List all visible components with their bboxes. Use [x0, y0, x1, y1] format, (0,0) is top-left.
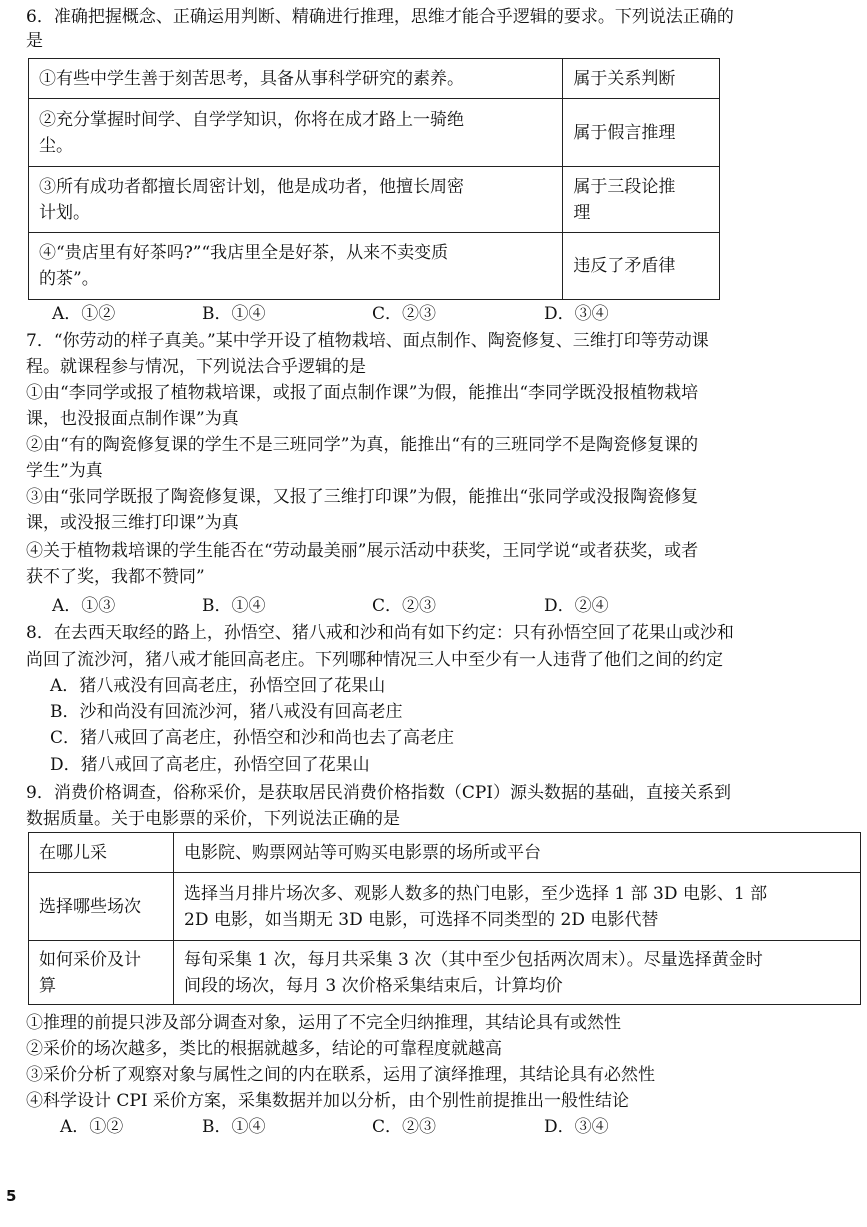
- q9-line-1: 9．消费价格调查，俗称采价，是获取居民消费价格指数（CPI）源头数据的基础，直接关系到: [26, 783, 731, 803]
- q7-line-3: ①由“李同学或报了植物栽培课，或报了面点制作课”为假，能推出“李同学既没报植物栽培: [26, 383, 699, 403]
- q9-option-c: C．②③: [372, 1117, 437, 1137]
- q6-option-a: A．①②: [52, 304, 116, 324]
- q9-key-2: 选择哪些场次: [29, 873, 174, 941]
- q8-option-a: A．猪八戒没有回高老庄，孙悟空回了花果山: [50, 676, 386, 696]
- q6-row-3: [29, 167, 720, 233]
- q9-line-2: 数据质量。关于电影票的采价，下列说法正确的是: [26, 809, 400, 829]
- q6-judgement-2: 属于假言推理: [563, 99, 720, 167]
- q6-table: [28, 58, 720, 300]
- q6-option-b: B．①④: [202, 304, 266, 324]
- q7-line-5: ②由“有的陶瓷修复课的学生不是三班同学”为真，能推出“有的三班同学不是陶瓷修复课的: [26, 435, 699, 455]
- q9-value-3: 每旬采集 1 次，每月共采集 3 次（其中至少包括两次周末）。尽量选择黄金时 间段的场次，每月 3 次价格采集结束后，计算均价: [174, 941, 861, 1005]
- q6-judgement-4: 违反了矛盾律: [563, 233, 720, 300]
- q7-line-9: ④关于植物栽培课的学生能否在“劳动最美丽”展示活动中获奖，王同学说“或者获奖，或者: [26, 541, 699, 561]
- q6-row-2: [29, 99, 720, 167]
- q6-stem-line-2: 是: [26, 31, 43, 51]
- q6-row-4: [29, 233, 720, 300]
- q7-option-a: A．①③: [52, 596, 116, 616]
- q6-statement-2: ②充分掌握时间学、自学学知识，你将在成才路上一骑绝 尘。: [29, 99, 563, 167]
- q9-row-1: [29, 833, 861, 873]
- q6-judgement-1: 属于关系判断: [563, 59, 720, 99]
- q7-option-c: C．②③: [372, 596, 437, 616]
- q9-row-3: [29, 941, 861, 1005]
- q7-line-10: 获不了奖，我都不赞同”: [26, 567, 205, 587]
- q8-option-d: D．猪八戒回了高老庄，孙悟空回了花果山: [50, 755, 370, 775]
- q7-line-8: 课，或没报三维打印课”为真: [26, 513, 239, 533]
- q9-row-2: [29, 873, 861, 941]
- q9-key-1: 在哪儿采: [29, 833, 174, 873]
- q6-option-c: C．②③: [372, 304, 437, 324]
- q7-line-7: ③由“张同学既报了陶瓷修复课，又报了三维打印课”为假，能推出“张同学或没报陶瓷修复: [26, 487, 699, 507]
- q7-line-1: 7．“你劳动的样子真美。”某中学开设了植物栽培、面点制作、陶瓷修复、三维打印等劳动课: [26, 331, 709, 351]
- q8-line-2: 尚回了流沙河，猪八戒才能回高老庄。下列哪种情况三人中至少有一人违背了他们之间的约定: [26, 650, 723, 670]
- q7-line-2: 程。就课程参与情况，下列说法合乎逻辑的是: [26, 357, 366, 377]
- q8-option-b: B．沙和尚没有回流沙河，猪八戒没有回高老庄: [50, 702, 403, 722]
- q9-value-1: 电影院、购票网站等可购买电影票的场所或平台: [174, 833, 861, 873]
- q7-option-b: B．①④: [202, 596, 266, 616]
- q6-statement-1: ①有些中学生善于刻苦思考，具备从事科学研究的素养。: [29, 59, 563, 99]
- q9-option-b: B．①④: [202, 1117, 266, 1137]
- page-number: 5: [6, 1187, 17, 1205]
- q9-option-d: D．③④: [544, 1117, 609, 1137]
- q9-item-3: ③采价分析了观察对象与属性之间的内在联系，运用了演绎推理，其结论具有必然性: [26, 1065, 655, 1085]
- q6-stem-line-1: 6．准确把握概念、正确运用判断、精确进行推理，思维才能合乎逻辑的要求。下列说法正确的: [26, 7, 734, 27]
- q6-statement-4: ④“贵店里有好茶吗?”“我店里全是好茶，从来不卖变质 的茶”。: [29, 233, 563, 300]
- q6-option-d: D．③④: [544, 304, 609, 324]
- q9-key-3: 如何采价及计 算: [29, 941, 174, 1005]
- q9-item-2: ②采价的场次越多，类比的根据就越多，结论的可靠程度就越高: [26, 1039, 502, 1059]
- q9-item-1: ①推理的前提只涉及部分调查对象，运用了不完全归纳推理，其结论具有或然性: [26, 1013, 621, 1033]
- q9-option-a: A．①②: [60, 1117, 124, 1137]
- q9-item-4: ④科学设计 CPI 采价方案，采集数据并加以分析，由个别性前提推出一般性结论: [26, 1091, 629, 1111]
- q8-option-c: C．猪八戒回了高老庄，孙悟空和沙和尚也去了高老庄: [50, 728, 455, 748]
- q7-option-d: D．②④: [544, 596, 609, 616]
- q7-line-4: 课，也没报面点制作课”为真: [26, 409, 239, 429]
- q6-judgement-3: 属于三段论推 理: [563, 167, 720, 233]
- q8-line-1: 8．在去西天取经的路上，孙悟空、猪八戒和沙和尚有如下约定：只有孙悟空回了花果山或沙和: [26, 623, 734, 643]
- q9-table: [28, 832, 861, 1005]
- q6-statement-3: ③所有成功者都擅长周密计划，他是成功者，他擅长周密 计划。: [29, 167, 563, 233]
- q9-value-2: 选择当月排片场次多、观影人数多的热门电影，至少选择 1 部 3D 电影、1 部 2D 电影，如当期无 3D 电影，可选择不同类型的 2D 电影代替: [174, 873, 861, 941]
- q6-row-1: [29, 59, 720, 99]
- q7-line-6: 学生”为真: [26, 461, 103, 481]
